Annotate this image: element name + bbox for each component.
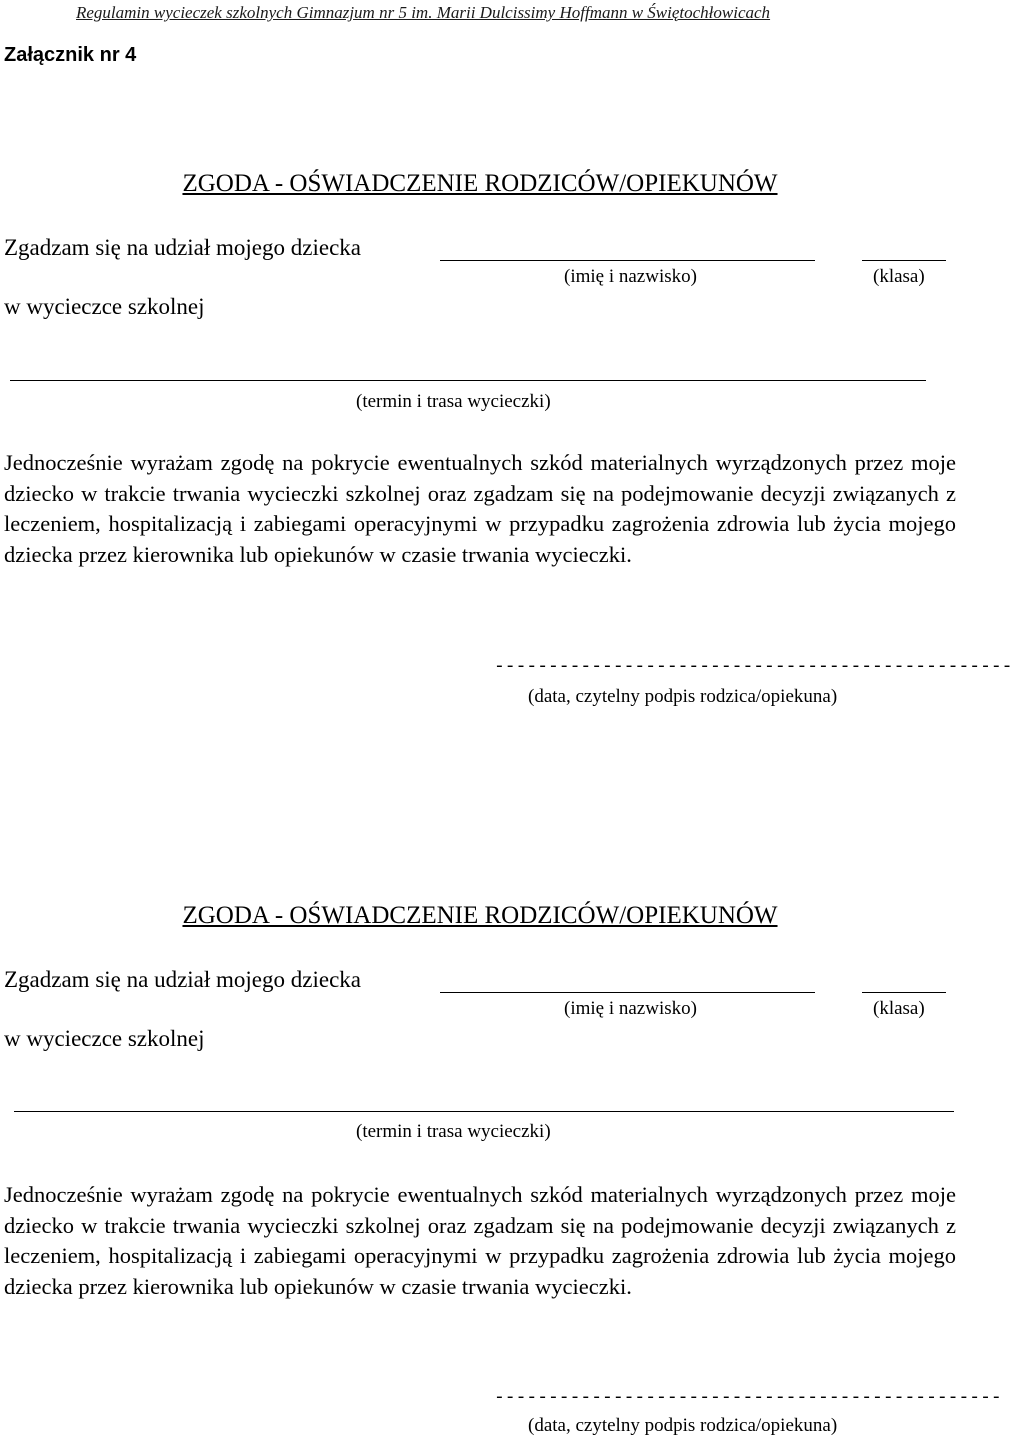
- document-header: Regulamin wycieczek szkolnych Gimnazjum nr 5 im. Marii Dulcissimy Hoffmann w Świętochłowicach: [76, 3, 771, 22]
- consent-paragraph: Jednocześnie wyrażam zgodę na pokrycie ewentualnych szkód materialnych wyrządzonych przez moje dziecko w trakcie trwania wycieczki szkolnej oraz zgadzam się na podejmowanie decyzji związanych z leczeniem, hospitalizacją i zabiegami operacyjnymi w przypadku zagrożenia zdrowia lub życia mojego dziecka przez kierownika lub opiekunów w czasie trwania wycieczki.: [4, 450, 956, 567]
- trip-caption: (termin i trasa wycieczki): [356, 1121, 551, 1142]
- signature-caption: (data, czytelny podpis rodzica/opiekuna): [528, 1415, 838, 1436]
- trip-date-route-field[interactable]: [14, 1111, 954, 1112]
- child-name-field[interactable]: [440, 992, 815, 993]
- class-caption: (klasa): [873, 998, 925, 1019]
- class-field[interactable]: [862, 260, 946, 261]
- name-caption: (imię i nazwisko): [564, 998, 697, 1019]
- consent-paragraph: Jednocześnie wyrażam zgodę na pokrycie ewentualnych szkód materialnych wyrządzonych przez moje dziecko w trakcie trwania wycieczki szkolnej oraz zgadzam się na podejmowanie decyzji związanych z leczeniem, hospitalizacją i zabiegami operacyjnymi w przypadku zagrożenia zdrowia lub życia mojego dziecka przez kierownika lub opiekunów w czasie trwania wycieczki.: [4, 1182, 956, 1299]
- trip-line: w wycieczce szkolnej: [4, 294, 205, 319]
- form-title: ZGODA - OŚWIADCZENIE RODZICÓW/OPIEKUNÓW: [182, 902, 778, 929]
- trip-line: w wycieczce szkolnej: [4, 1026, 205, 1051]
- consent-line: Zgadzam się na udział mojego dziecka: [4, 235, 361, 260]
- class-field[interactable]: [862, 992, 946, 993]
- signature-caption: (data, czytelny podpis rodzica/opiekuna): [528, 686, 838, 707]
- trip-date-route-field[interactable]: [10, 380, 926, 381]
- signature-line[interactable]: ------------------------------------------------: [494, 657, 1012, 677]
- consent-line: Zgadzam się na udział mojego dziecka: [4, 967, 361, 992]
- signature-line[interactable]: -----------------------------------------------: [494, 1388, 1002, 1408]
- child-name-field[interactable]: [440, 260, 815, 261]
- annex-label: Załącznik nr 4: [4, 44, 137, 66]
- name-caption: (imię i nazwisko): [564, 266, 697, 287]
- class-caption: (klasa): [873, 266, 925, 287]
- form-title: ZGODA - OŚWIADCZENIE RODZICÓW/OPIEKUNÓW: [182, 170, 778, 197]
- trip-caption: (termin i trasa wycieczki): [356, 391, 551, 412]
